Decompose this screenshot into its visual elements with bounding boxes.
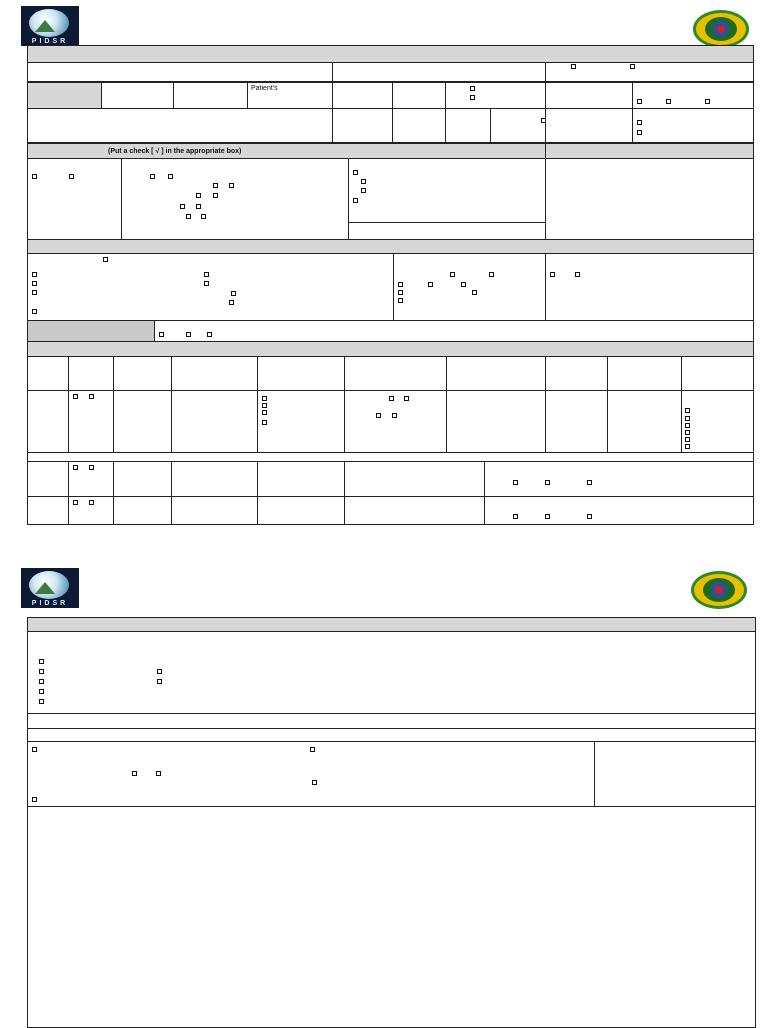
field-cell[interactable] [332, 82, 393, 109]
checkbox[interactable] [705, 99, 710, 104]
checkbox[interactable] [262, 410, 267, 415]
checkbox[interactable] [450, 272, 455, 277]
table-cell [344, 390, 447, 453]
table-header-cell [257, 356, 345, 391]
table-cell [257, 390, 345, 453]
table-header-cell [446, 356, 546, 391]
section-bar [27, 617, 756, 632]
field-cell [445, 82, 546, 109]
checkbox[interactable] [353, 198, 358, 203]
checkbox[interactable] [89, 394, 94, 399]
field-cell[interactable] [348, 222, 546, 240]
checkbox[interactable] [32, 747, 37, 752]
checkbox[interactable] [204, 272, 209, 277]
table-header-cell [681, 356, 754, 391]
checkbox[interactable] [229, 300, 234, 305]
logo-text: PIDSR [31, 600, 69, 607]
checkbox[interactable] [470, 86, 475, 91]
checkbox[interactable] [180, 204, 185, 209]
checkbox[interactable] [312, 780, 317, 785]
table-cell[interactable] [171, 496, 258, 525]
field-cell[interactable] [545, 108, 633, 143]
table-cell[interactable] [257, 496, 345, 525]
patients-label: Patient's [251, 85, 278, 92]
check-instruction: (Put a check [ √ ] in the appropriate box) [108, 148, 242, 155]
checkbox[interactable] [73, 465, 78, 470]
checkbox[interactable] [32, 281, 37, 286]
doh-seal-icon [693, 10, 749, 48]
table-cell[interactable] [446, 390, 546, 453]
field-cell [490, 108, 546, 143]
table-header-cell [68, 356, 114, 391]
checkbox[interactable] [32, 797, 37, 802]
checkbox[interactable] [168, 174, 173, 179]
checkbox[interactable] [69, 174, 74, 179]
field-cell [27, 631, 756, 714]
field-cell [545, 253, 754, 321]
checkbox[interactable] [637, 120, 642, 125]
checkbox[interactable] [32, 309, 37, 314]
field-cell[interactable] [173, 82, 248, 109]
field-cell [154, 320, 754, 342]
checkbox[interactable] [489, 272, 494, 277]
checkbox[interactable] [392, 413, 397, 418]
table-cell[interactable] [113, 390, 172, 453]
checkbox[interactable] [186, 214, 191, 219]
checkbox[interactable] [229, 183, 234, 188]
table-cell[interactable] [27, 461, 69, 497]
checkbox[interactable] [201, 214, 206, 219]
table-header-cell [607, 356, 682, 391]
field-cell [27, 158, 122, 240]
checkbox[interactable] [637, 130, 642, 135]
table-header-cell [171, 356, 258, 391]
checkbox[interactable] [39, 699, 44, 704]
field-cell[interactable] [392, 82, 446, 109]
checkbox[interactable] [398, 290, 403, 295]
table-cell [681, 390, 754, 453]
field-cell [348, 158, 546, 223]
table-header-cell [113, 356, 172, 391]
table-cell[interactable] [257, 461, 345, 497]
checkbox[interactable] [196, 193, 201, 198]
checkbox[interactable] [376, 413, 381, 418]
remarks-area[interactable] [27, 806, 756, 1028]
checkbox[interactable] [159, 332, 164, 337]
checkbox[interactable] [545, 514, 550, 519]
field-cell [121, 158, 349, 240]
checkbox[interactable] [545, 480, 550, 485]
checkbox[interactable] [196, 204, 201, 209]
checkbox[interactable] [73, 394, 78, 399]
field-cell[interactable] [332, 62, 546, 82]
field-cell[interactable] [27, 728, 756, 742]
checkbox[interactable] [571, 64, 576, 69]
checkbox[interactable] [587, 480, 592, 485]
table-cell[interactable] [171, 390, 258, 453]
section-bar [27, 341, 754, 357]
checkbox[interactable] [213, 183, 218, 188]
checkbox[interactable] [550, 272, 555, 277]
checkbox[interactable] [156, 771, 161, 776]
table-cell[interactable] [545, 390, 608, 453]
table-cell[interactable] [113, 461, 172, 497]
checkbox[interactable] [150, 174, 155, 179]
checkbox[interactable] [39, 669, 44, 674]
checkbox[interactable] [32, 272, 37, 277]
checkbox[interactable] [685, 444, 690, 449]
checkbox[interactable] [637, 99, 642, 104]
checkbox[interactable] [310, 747, 315, 752]
field-cell [632, 108, 754, 143]
checkbox[interactable] [361, 179, 366, 184]
checkbox[interactable] [685, 408, 690, 413]
checkbox[interactable] [186, 332, 191, 337]
checkbox[interactable] [575, 272, 580, 277]
doh-seal-icon [691, 571, 747, 609]
table-header-cell [27, 356, 69, 391]
table-cell [484, 496, 754, 525]
field-cell [393, 253, 546, 321]
checkbox[interactable] [461, 282, 466, 287]
checkbox[interactable] [39, 679, 44, 684]
checkbox[interactable] [89, 500, 94, 505]
checkbox[interactable] [587, 514, 592, 519]
table-cell[interactable] [27, 496, 69, 525]
field-cell [632, 82, 754, 109]
table-cell [68, 390, 114, 453]
checkbox[interactable] [630, 64, 635, 69]
checkbox[interactable] [73, 500, 78, 505]
field-cell[interactable] [392, 108, 446, 143]
checkbox[interactable] [398, 298, 403, 303]
field-cell[interactable] [545, 82, 633, 109]
checkbox[interactable] [39, 689, 44, 694]
checkbox[interactable] [262, 420, 267, 425]
section-bar [545, 143, 754, 159]
section-bar-clinical [27, 143, 546, 159]
label-cell [27, 82, 102, 109]
checkbox[interactable] [204, 281, 209, 286]
field-cell[interactable] [27, 108, 333, 143]
checkbox[interactable] [132, 771, 137, 776]
table-cell[interactable] [171, 461, 258, 497]
checkbox[interactable] [470, 95, 475, 100]
pidsr-logo-icon [21, 6, 79, 46]
checkbox[interactable] [32, 290, 37, 295]
field-cell [27, 253, 394, 321]
checkbox[interactable] [213, 193, 218, 198]
checkbox[interactable] [157, 679, 162, 684]
pidsr-logo-icon [21, 568, 79, 608]
checkbox[interactable] [103, 257, 108, 262]
checkbox[interactable] [513, 514, 518, 519]
form-title-bar [27, 45, 754, 63]
logo-text: PIDSR [31, 38, 69, 45]
patients-cell[interactable] [247, 82, 333, 109]
checkbox[interactable] [404, 396, 409, 401]
table-header-cell [545, 356, 608, 391]
checkbox[interactable] [472, 290, 477, 295]
checkbox[interactable] [262, 396, 267, 401]
checkbox[interactable] [361, 188, 366, 193]
field-cell[interactable] [545, 158, 754, 240]
checkbox[interactable] [207, 332, 212, 337]
checkbox[interactable] [685, 437, 690, 442]
field-cell[interactable] [594, 741, 756, 807]
section-bar [27, 239, 754, 254]
checkbox[interactable] [513, 480, 518, 485]
table-header-cell [344, 356, 447, 391]
checkbox[interactable] [685, 430, 690, 435]
field-cell[interactable] [332, 108, 393, 143]
checkbox[interactable] [39, 659, 44, 664]
checkbox[interactable] [666, 99, 671, 104]
checkbox[interactable] [157, 669, 162, 674]
checkbox[interactable] [353, 170, 358, 175]
checkbox[interactable] [89, 465, 94, 470]
field-cell[interactable] [27, 713, 756, 729]
checkbox[interactable] [428, 282, 433, 287]
table-cell[interactable] [113, 496, 172, 525]
checkbox[interactable] [389, 396, 394, 401]
checkbox[interactable] [685, 416, 690, 421]
checkbox[interactable] [262, 403, 267, 408]
checkbox[interactable] [231, 291, 236, 296]
checkbox[interactable] [398, 282, 403, 287]
checkbox[interactable] [685, 423, 690, 428]
checkbox[interactable] [32, 174, 37, 179]
table-cell[interactable] [607, 390, 682, 453]
field-cell[interactable] [27, 62, 333, 82]
field-cell [545, 62, 754, 82]
label-cell [27, 320, 155, 342]
table-cell[interactable] [27, 390, 69, 453]
table-cell[interactable] [344, 496, 485, 525]
table-cell[interactable] [344, 461, 485, 497]
table-cell [484, 461, 754, 497]
field-cell[interactable] [445, 108, 491, 143]
field-cell[interactable] [101, 82, 174, 109]
